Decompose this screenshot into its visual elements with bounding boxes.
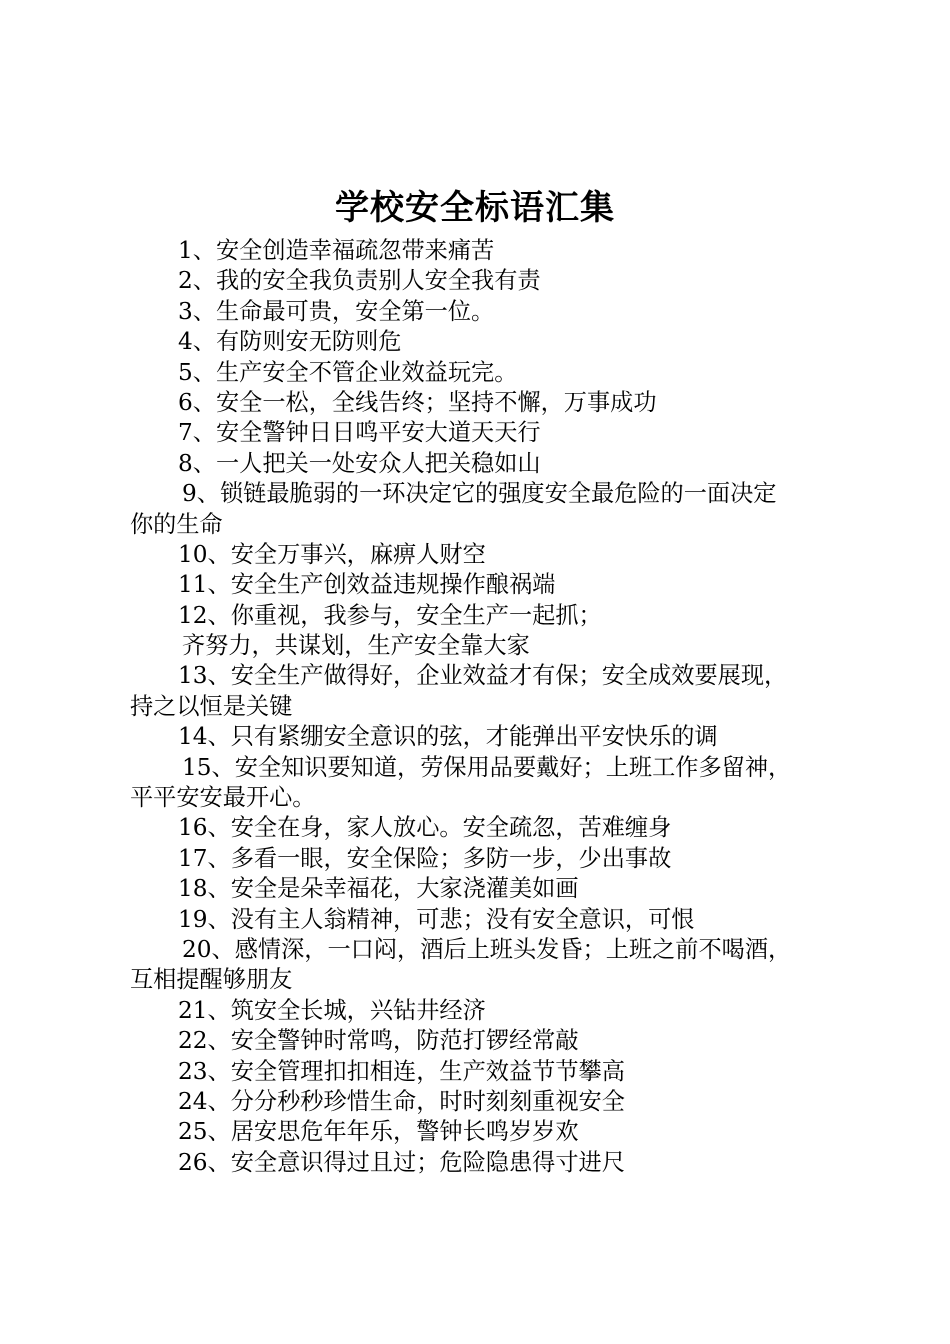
slogan-line: 17、多看一眼，安全保险；多防一步，少出事故 [178, 844, 672, 872]
slogan-line: 16、安全在身，家人放心。安全疏忽，苦难缠身 [178, 814, 672, 842]
slogan-line: 你的生命 [130, 510, 223, 538]
slogan-line: 25、居安思危年年乐，警钟长鸣岁岁欢 [178, 1118, 579, 1146]
slogan-line: 13、安全生产做得好，企业效益才有保；安全成效要展现， [178, 662, 788, 690]
slogan-line: 19、没有主人翁精神，可悲；没有安全意识，可恨 [178, 905, 695, 933]
slogan-line: 22、安全警钟时常鸣，防范打锣经常敲 [178, 1027, 579, 1055]
slogan-line: 9、锁链最脆弱的一环决定它的强度安全最危险的一面决定 [182, 480, 777, 508]
slogan-line: 2、我的安全我负责别人安全我有责 [178, 267, 541, 295]
slogan-line: 6、安全一松，全线告终；坚持不懈，万事成功 [178, 388, 657, 416]
slogan-line: 7、安全警钟日日鸣平安大道天天行 [178, 419, 541, 447]
slogan-line: 14、只有紧绷安全意识的弦，才能弹出平安快乐的调 [178, 723, 718, 751]
slogan-line: 4、有防则安无防则危 [178, 328, 402, 356]
slogan-line: 26、安全意识得过且过；危险隐患得寸进尺 [178, 1148, 625, 1176]
slogan-list [130, 236, 842, 1178]
slogan-line: 20、感情深，一口闷，酒后上班头发昏；上班之前不喝酒， [182, 935, 792, 963]
slogan-line: 10、安全万事兴，麻痹人财空 [178, 540, 486, 568]
slogan-line: 18、安全是朵幸福花，大家浇灌美如画 [178, 875, 579, 903]
slogan-line: 8、一人把关一处安众人把关稳如山 [178, 449, 541, 477]
slogan-line: 5、生产安全不管企业效益玩完。 [178, 358, 518, 386]
slogan-line: 11、安全生产创效益违规操作酿祸端 [178, 571, 556, 599]
slogan-line: 15、安全知识要知道，劳保用品要戴好；上班工作多留神， [182, 753, 792, 781]
document-title: 学校安全标语汇集 [335, 188, 615, 228]
slogan-line: 24、分分秒秒珍惜生命，时时刻刻重视安全 [178, 1087, 625, 1115]
slogan-line: 23、安全管理扣扣相连，生产效益节节攀高 [178, 1057, 625, 1085]
slogan-line: 互相提醒够朋友 [130, 966, 293, 994]
slogan-line: 平平安安最开心。 [130, 784, 316, 812]
slogan-line: 21、筑安全长城，兴钻井经济 [178, 996, 486, 1024]
slogan-line: 齐努力，共谋划，生产安全靠大家 [182, 632, 530, 660]
slogan-line: 持之以恒是关键 [130, 692, 293, 720]
slogan-line: 1、安全创造幸福疏忽带来痛苦 [178, 237, 495, 264]
slogan-line: 12、你重视，我参与，安全生产一起抓； [178, 601, 602, 629]
slogan-line: 3、生命最可贵，安全第一位。 [178, 297, 495, 325]
